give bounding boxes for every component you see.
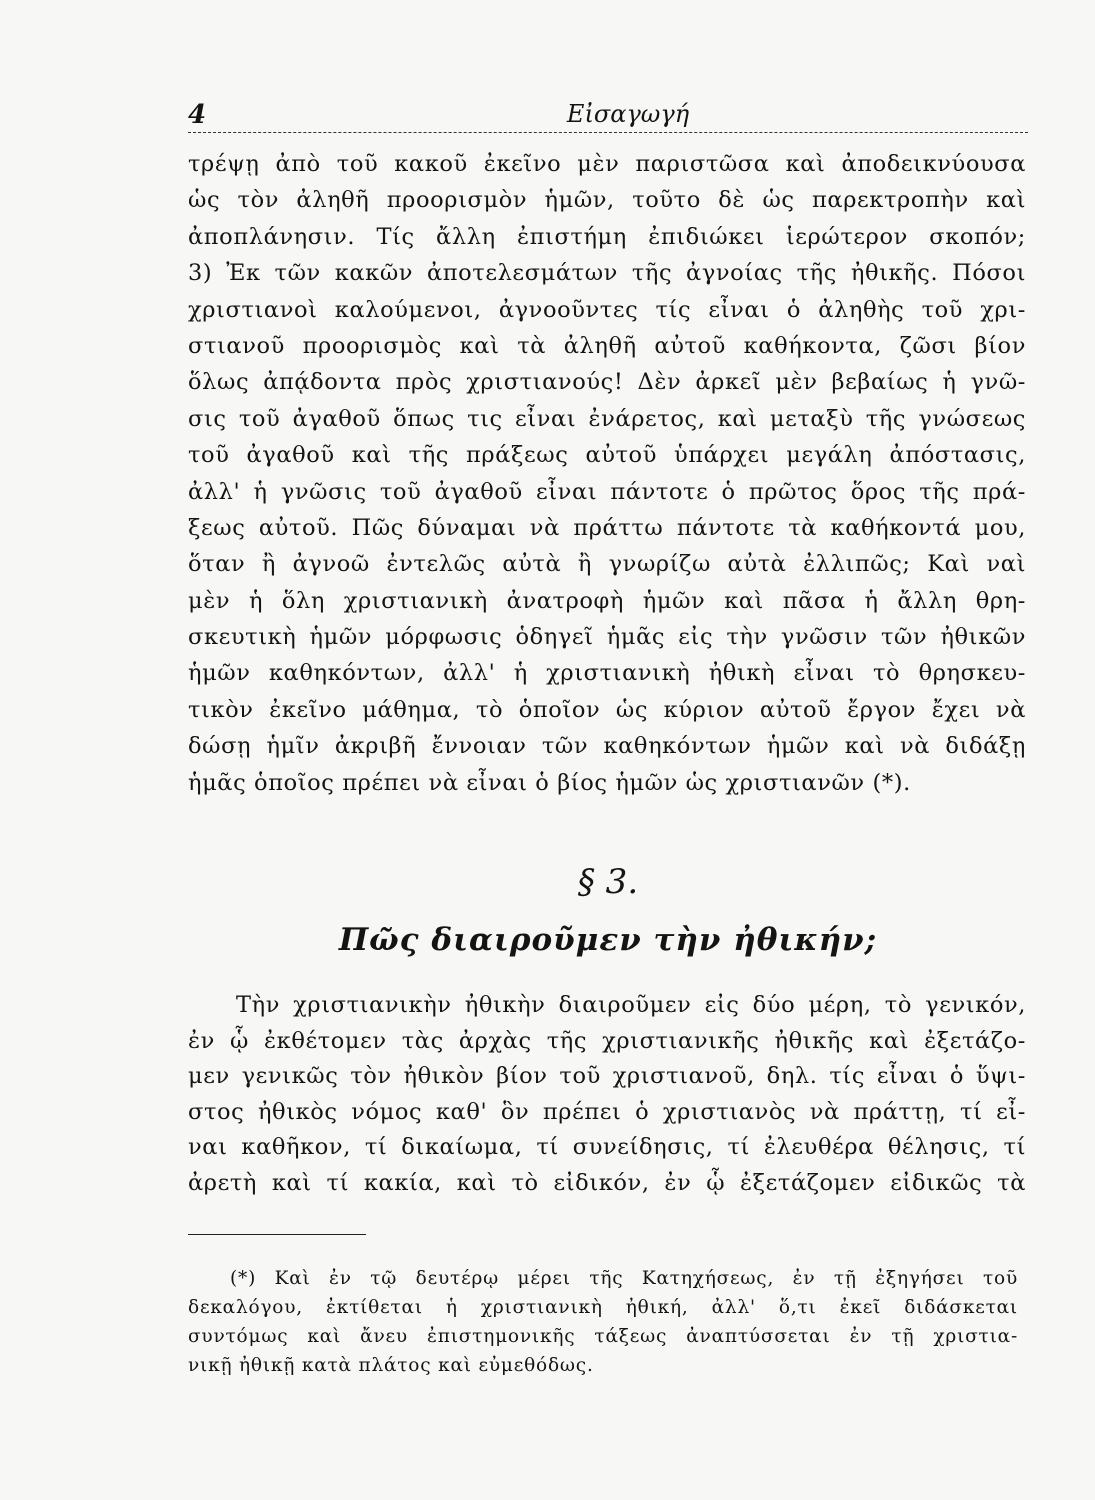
text-line: τικὸν ἐκεῖνο μάθημα, τὸ ὁποῖον ὡς κύριον αὐτοῦ ἔργον ἔχει νὰ (188, 696, 1026, 723)
text-line: ἀλλ' ἡ γνῶσις τοῦ ἀγαθοῦ εἶναι πάντοτε ὁ πρῶτος ὅρος τῆς πρά- (188, 478, 1026, 505)
text-line: ἡμῶν καθηκόντων, ἀλλ' ἡ χριστιανικὴ ἠθικὴ εἶναι τὸ θρησκευ- (188, 660, 1026, 687)
text-line: μὲν ἡ ὅλη χριστιανικὴ ἀνατροφὴ ἡμῶν καὶ πᾶσα ἡ ἄλλη θρη- (188, 587, 1026, 614)
section-paragraph (188, 988, 1026, 1202)
text-line: ναι καθῆκον, τί δικαίωμα, τί συνείδησις, τί ἐλευθέρα θέλησις, τί (188, 1134, 1026, 1161)
text-line: ἀποπλάνησιν. Τίς ἄλλη ἐπιστήμη ἐπιδιώκει ἱερώτερον σκοπόν; (188, 223, 1026, 250)
footnote-line: (*) Καὶ ἐν τῷ δευτέρῳ μέρει τῆς Κατηχήσεως, ἐν τῇ ἐξηγήσει τοῦ (230, 1268, 1018, 1289)
section-title: Πῶς διαιροῦμεν τὴν ἠθικήν; (338, 922, 878, 958)
header-rule (188, 132, 1028, 133)
text-line: δώσῃ ἡμῖν ἀκριβῆ ἔννοιαν τῶν καθηκόντων ἡμῶν καὶ νὰ διδάξῃ (188, 733, 1026, 760)
text-line: ἡμᾶς ὁποῖος πρέπει νὰ εἶναι ὁ βίος ἡμῶν ὡς χριστιανῶν (*). (188, 769, 911, 796)
text-line: ὅταν ἢ ἀγνοῶ ἐντελῶς αὐτὰ ἢ γνωρίζω αὐτὰ ἐλλιπῶς; Καὶ ναὶ (188, 551, 1026, 578)
text-line: σις τοῦ ἀγαθοῦ ὅπως τις εἶναι ἐνάρετος, καὶ μεταξὺ τῆς γνώσεως (188, 405, 1026, 432)
text-line: 3) Ἐκ τῶν κακῶν ἀποτελεσμάτων τῆς ἀγνοίας τῆς ἠθικῆς. Πόσοι (188, 260, 1026, 287)
page-number: 4 (188, 100, 207, 130)
footnote-line: συντόμως καὶ ἄνευ ἐπιστημονικῆς τάξεως ἀναπτύσσεται ἐν τῇ χριστια- (188, 1326, 1018, 1347)
text-line: ξεως αὐτοῦ. Πῶς δύναμαι νὰ πράττω πάντοτε τὰ καθήκοντά μου, (188, 514, 1026, 541)
running-head: Εἰσαγωγή (566, 100, 690, 128)
page-header (188, 96, 1028, 136)
text-line: ἀρετὴ καὶ τί κακία, καὶ τὸ εἰδικόν, ἐν ᾧ ἐξετάζομεν εἰδικῶς τὰ (188, 1169, 1026, 1196)
footnote-line: νικῇ ἠθικῇ κατὰ πλάτος καὶ εὐμεθόδως. (188, 1355, 594, 1376)
footnote (188, 1264, 1018, 1380)
text-line: Τὴν χριστιανικὴν ἠθικὴν διαιροῦμεν εἰς δύο μέρη, τὸ γενικόν, (236, 992, 1026, 1018)
text-line: ἐν ᾧ ἐκθέτομεν τὰς ἀρχὰς τῆς χριστιανικῆς ἠθικῆς καὶ ἐξετάζο- (188, 1027, 1026, 1054)
text-line: στος ἠθικὸς νόμος καθ' ὃν πρέπει ὁ χριστιανὸς νὰ πράττῃ, τί εἶ- (188, 1098, 1026, 1125)
text-line: ὡς τὸν ἀληθῆ προορισμὸν ἡμῶν, τοῦτο δὲ ὡς παρεκτροπὴν καὶ (188, 187, 1026, 214)
text-line: μεν γενικῶς τὸν ἠθικὸν βίον τοῦ χριστιανοῦ, δηλ. τίς εἶναι ὁ ὕψι- (188, 1063, 1026, 1090)
text-line: στιανοῦ προορισμὸς καὶ τὰ ἀληθῆ αὐτοῦ καθήκοντα, ζῶσι βίον (188, 332, 1026, 359)
text-line: ὅλως ἀπᾴδοντα πρὸς χριστιανούς! Δὲν ἀρκεῖ μὲν βεβαίως ἡ γνῶ- (188, 369, 1026, 396)
footnote-line: δεκαλόγου, ἐκτίθεται ἡ χριστιανικὴ ἠθική, ἀλλ' ὅ,τι ἐκεῖ διδάσκεται (188, 1297, 1018, 1318)
section-number: § 3. (577, 862, 639, 902)
body-paragraph (188, 146, 1026, 801)
text-line: σκευτικὴ ἡμῶν μόρφωσις ὁδηγεῖ ἡμᾶς εἰς τὴν γνῶσιν τῶν ἠθικῶν (188, 624, 1026, 651)
footnote-rule (188, 1234, 366, 1235)
text-line: τρέψῃ ἀπὸ τοῦ κακοῦ ἐκεῖνο μὲν παριστῶσα καὶ ἀποδεικνύουσα (188, 151, 1026, 177)
text-line: χριστιανοὶ καλούμενοι, ἀγνοοῦντες τίς εἶναι ὁ ἀληθὴς τοῦ χρι- (188, 296, 1026, 323)
text-line: τοῦ ἀγαθοῦ καὶ τῆς πράξεως αὐτοῦ ὑπάρχει μεγάλη ἀπόστασις, (188, 442, 1026, 469)
